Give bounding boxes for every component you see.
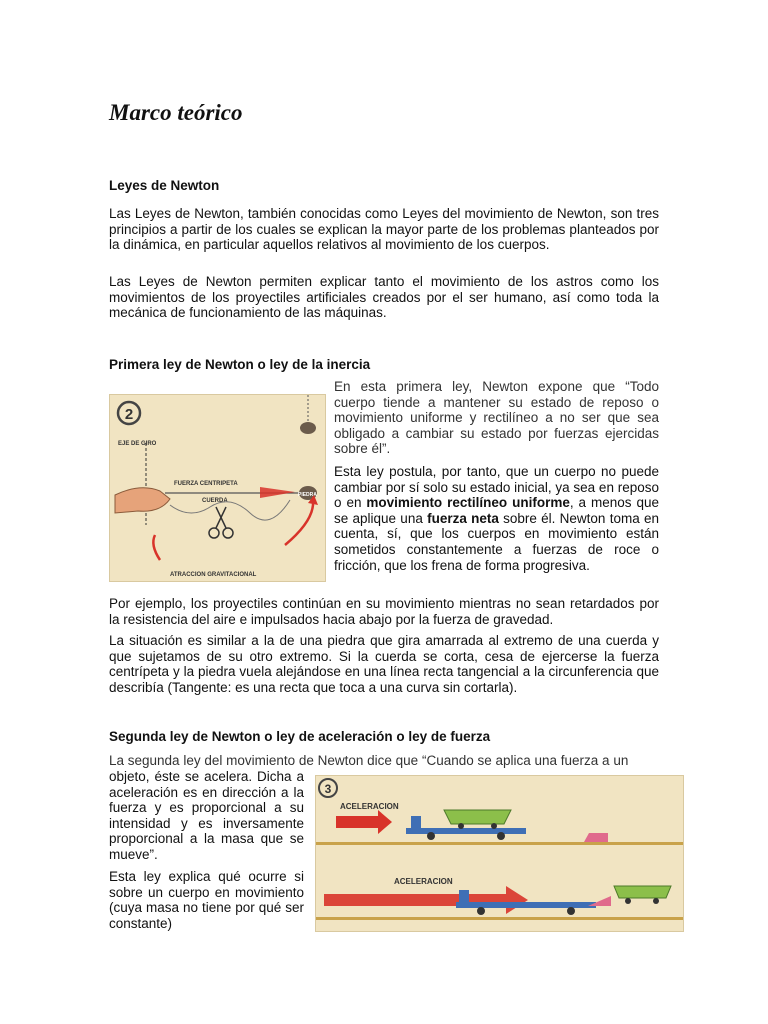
acceleration-illustration [316,776,683,931]
truck-bottom [456,890,596,915]
label-force: FUERZA CENTRIPETA [174,481,238,487]
heading-leyes-newton: Leyes de Newton [109,178,220,193]
paragraph-astros: Las Leyes de Newton permiten explicar tanto el movimiento de los astros como los movimientos de los proyectiles artificiales creados por el ser humano, así como toda la mecánica de funcionamiento de las máquinas. [109,274,659,321]
heading-segunda-ley: Segunda ley de Newton o ley de aceleración o ley de fuerza [109,729,491,744]
label-axis: EJE DE GIRO [118,441,157,447]
paragraph-intro: Las Leyes de Newton, también conocidas como Leyes del movimiento de Newton, son tres principios a partir de los cuales se explican la mayor parte de los problemas planteados por la dinámica, en particular aquellos relativos al movimiento de los cuerpos. [109,206,659,253]
emphasis-movimiento-rectilineo: movimiento rectilíneo uniforme [366,495,570,511]
figure-acceleration [315,775,684,932]
figure-centripetal-force [109,394,326,582]
paragraph-second-law-intro: La segunda ley del movimiento de Newton dice que “Cuando se aplica una fuerza a un [109,753,629,768]
page-title: Marco teórico [109,100,243,125]
label-gravity: ATRACCION GRAVITACIONAL [170,572,257,578]
label-rope: CUERDA [202,498,228,504]
heading-primera-ley: Primera ley de Newton o ley de la inercia [109,357,371,372]
cart-top [444,810,511,829]
cart-flying [614,886,671,904]
paragraph-stone-example: La situación es similar a la de una piedra que gira amarrada al extremo de una cuerda y que sujetamos de su otro extremo. Si la cuerda se corta, cesa de ejercerse la fuerza centrípeta y la piedra vuela alejándose en una línea recta tangencial a la circunferencia que describía (Tangente: es una recta que toca a una curva sin cortarla). [109,633,659,695]
paragraph-first-law-quote: En esta primera ley, Newton expone que “Todo cuerpo tiende a mantener su estado de reposo o movimiento uniforme y rectilíneo a no ser que sea obligado a cambiar su estado por fuerzas ejercidas sobre él”. [334,379,659,457]
paragraph-second-law-definition: objeto, éste se acelera. Dicha a aceleración es en dirección a la fuerza y es proporcional a su intensidad y es inversamente proporcional a la masa que se mueve”. [109,769,304,862]
paragraph-second-law-explains: Esta ley explica qué ocurre si sobre un cuerpo en movimiento (cuya masa no tiene por qué ser constante) [109,869,304,931]
scissors-icon [209,507,233,538]
paragraph-first-law-postulate: Esta ley postula, por tanto, que un cuerpo no puede cambiar por sí solo su estado inicial, ya sea en reposo o en movimiento rectilíneo uniforme, a menos que se aplique una fuerza neta sobre él. Newton toma en cuenta, sí, que los cuerpos en movimiento están sometidos constantemente a fuerzas de roce o fricción, que los frena de forma progresiva. [334,464,660,573]
label-stone: PIEDRA [298,492,317,498]
figure-number: 2 [124,406,134,423]
centripetal-illustration [110,395,325,581]
paragraph-projectiles: Por ejemplo, los proyectiles continúan en su movimiento mientras no sean retardados por la resistencia del aire e impulsados hacia abajo por la fuerza de gravedad. [109,596,659,627]
figure-number: 3 [324,782,332,796]
label-acceleration-top: ACELERACION [340,802,399,811]
emphasis-fuerza-neta: fuerza neta [427,510,499,526]
label-acceleration-bottom: ACELERACION [394,877,453,886]
